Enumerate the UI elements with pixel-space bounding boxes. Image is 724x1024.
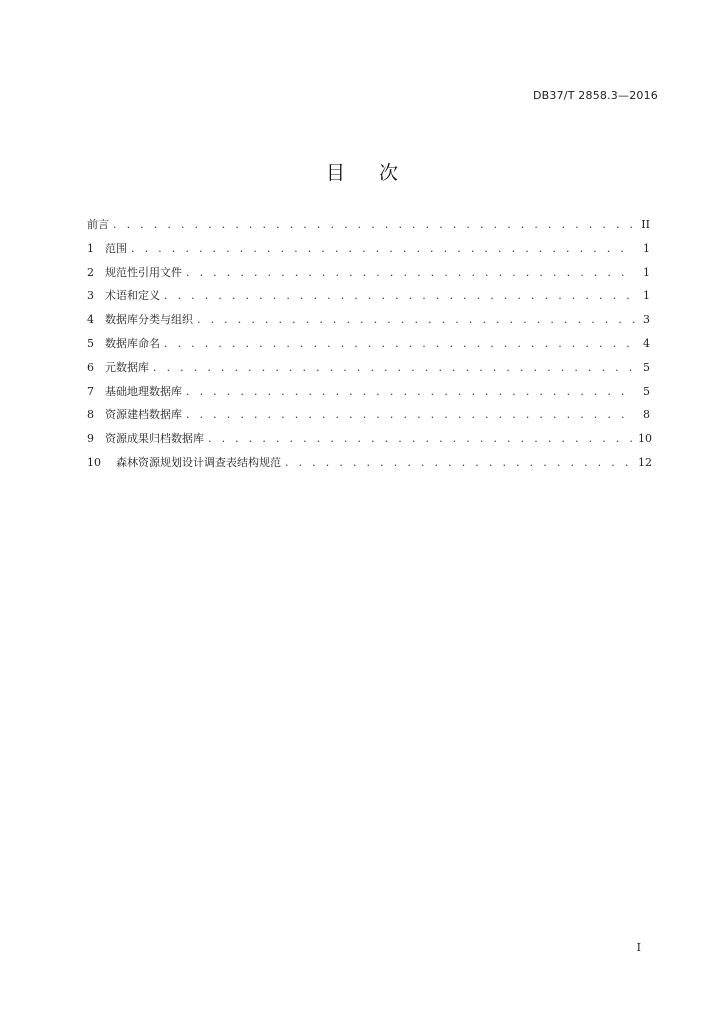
toc-entry-label: 数据库分类与组织	[105, 313, 193, 327]
toc-entry-page: 5	[643, 360, 650, 374]
toc-entry-number: 10	[87, 455, 101, 469]
standard-code: DB37/T 2858.3—2016	[532, 89, 658, 102]
toc-dot-leader	[285, 455, 635, 471]
toc-entry-number: 9	[87, 432, 94, 446]
toc-entry-7[interactable]	[87, 384, 650, 408]
toc-title: 目 次	[325, 162, 413, 184]
toc-entry-label: 森林资源规划设计调查表结构规范	[116, 455, 281, 469]
toc-entry-page: II	[641, 218, 650, 231]
toc-dot-leader	[153, 360, 635, 376]
toc-dot-leader	[113, 217, 635, 233]
toc-entry-10[interactable]	[87, 455, 650, 479]
toc-entry-page: 1	[643, 265, 650, 279]
toc-entry-number: 2	[87, 265, 94, 279]
toc-entry-label: 数据库命名	[105, 336, 160, 350]
toc-dot-leader	[197, 312, 635, 328]
toc-entry-number: 7	[87, 384, 94, 398]
toc-entry-page: 12	[638, 455, 652, 469]
table-of-contents	[87, 217, 650, 479]
toc-entry-4[interactable]	[87, 312, 650, 336]
toc-dot-leader	[164, 336, 635, 352]
toc-entry-number: 5	[87, 336, 94, 350]
toc-entry-number: 3	[87, 289, 94, 303]
toc-entry-page: 10	[638, 432, 652, 446]
toc-dot-leader	[131, 241, 635, 257]
toc-entry-page: 8	[643, 408, 650, 422]
toc-entry-label: 基础地理数据库	[105, 384, 182, 398]
toc-entry-page: 1	[643, 289, 650, 303]
toc-entry-2[interactable]	[87, 265, 650, 289]
toc-dot-leader	[186, 384, 635, 400]
toc-entry-label: 元数据库	[105, 360, 149, 374]
toc-entry-8[interactable]	[87, 407, 650, 431]
toc-entry-label: 资源成果归档数据库	[105, 432, 204, 446]
toc-entry-page: 4	[643, 336, 650, 350]
toc-entry-number: 6	[87, 360, 94, 374]
toc-entry-page: 1	[643, 241, 650, 255]
toc-entry-label: 资源建档数据库	[105, 408, 182, 422]
toc-dot-leader	[186, 407, 635, 423]
toc-entry-5[interactable]	[87, 336, 650, 360]
toc-entry-1[interactable]	[87, 241, 650, 265]
toc-entry-label: 范围	[105, 241, 127, 255]
toc-dot-leader	[186, 265, 635, 281]
page-number: I	[636, 941, 641, 954]
toc-dot-leader	[164, 288, 635, 304]
toc-entry-number: 8	[87, 408, 94, 422]
toc-entry-label: 前言	[87, 218, 109, 231]
toc-entry-3[interactable]	[87, 288, 650, 312]
toc-entry-page: 5	[643, 384, 650, 398]
toc-entry-page: 3	[643, 313, 650, 327]
toc-entry-9[interactable]	[87, 431, 650, 455]
toc-entry-foreword[interactable]	[87, 217, 650, 241]
toc-entry-label: 术语和定义	[105, 289, 160, 303]
toc-entry-number: 4	[87, 313, 94, 327]
toc-entry-label: 规范性引用文件	[105, 265, 182, 279]
toc-entry-number: 1	[87, 241, 94, 255]
toc-entry-6[interactable]	[87, 360, 650, 384]
toc-dot-leader	[208, 431, 635, 447]
